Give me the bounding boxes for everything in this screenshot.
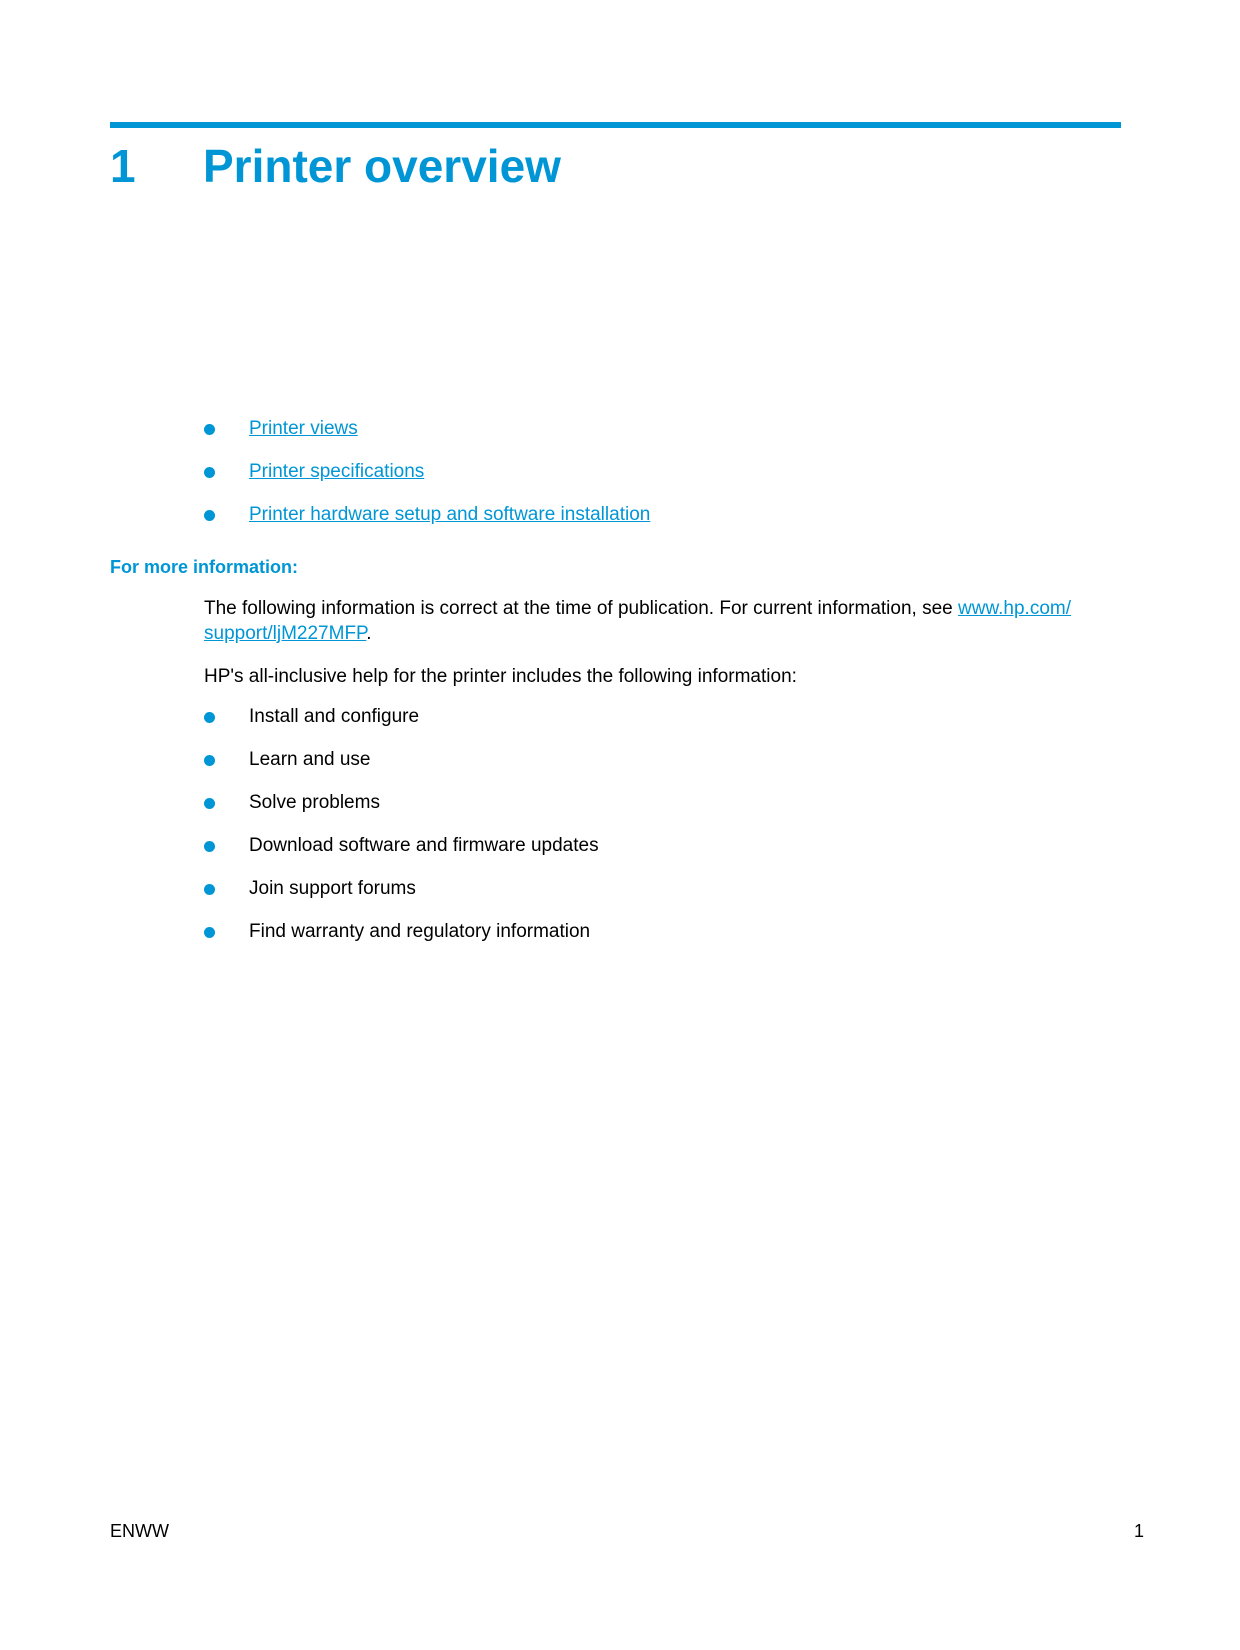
bullet-icon (204, 755, 215, 766)
footer-document-code: ENWW (110, 1521, 169, 1541)
more-info-intro-end: . (366, 623, 372, 644)
bullet-icon (204, 841, 215, 852)
list-item-label: Learn and use (249, 749, 371, 770)
chapter-title: Printer overview (203, 140, 561, 192)
toc-link-printer-views[interactable]: Printer views (249, 418, 358, 439)
bullet-icon (204, 798, 215, 809)
bullet-icon (204, 712, 215, 723)
bullet-icon (204, 467, 215, 478)
hp-support-link-line2[interactable]: support/ljM227MFP (204, 623, 367, 644)
help-intro-paragraph: HP's all-inclusive help for the printer includes the following information: (204, 666, 797, 687)
bullet-icon (204, 927, 215, 938)
hp-support-link-line1[interactable]: www.hp.com/ (958, 598, 1071, 619)
list-item-label: Join support forums (249, 878, 416, 899)
bullet-icon (204, 424, 215, 435)
list-item-label: Find warranty and regulatory information (249, 921, 591, 942)
more-info-heading: For more information: (110, 557, 298, 577)
list-item-label: Solve problems (249, 792, 380, 813)
chapter-number: 1 (110, 140, 136, 192)
toc-link-hardware-setup[interactable]: Printer hardware setup and software installation (249, 504, 651, 525)
bullet-icon (204, 884, 215, 895)
list-item-label: Download software and firmware updates (249, 835, 599, 856)
list-item-label: Install and configure (249, 706, 420, 727)
chapter-top-rule (110, 122, 1121, 128)
more-info-intro-text: The following information is correct at the time of publication. For current information, see (204, 598, 959, 619)
footer-page-number: 1 (1133, 1521, 1144, 1541)
toc-link-printer-specifications[interactable]: Printer specifications (249, 461, 425, 482)
more-info-intro-paragraph (204, 596, 1104, 646)
bullet-icon (204, 510, 215, 521)
